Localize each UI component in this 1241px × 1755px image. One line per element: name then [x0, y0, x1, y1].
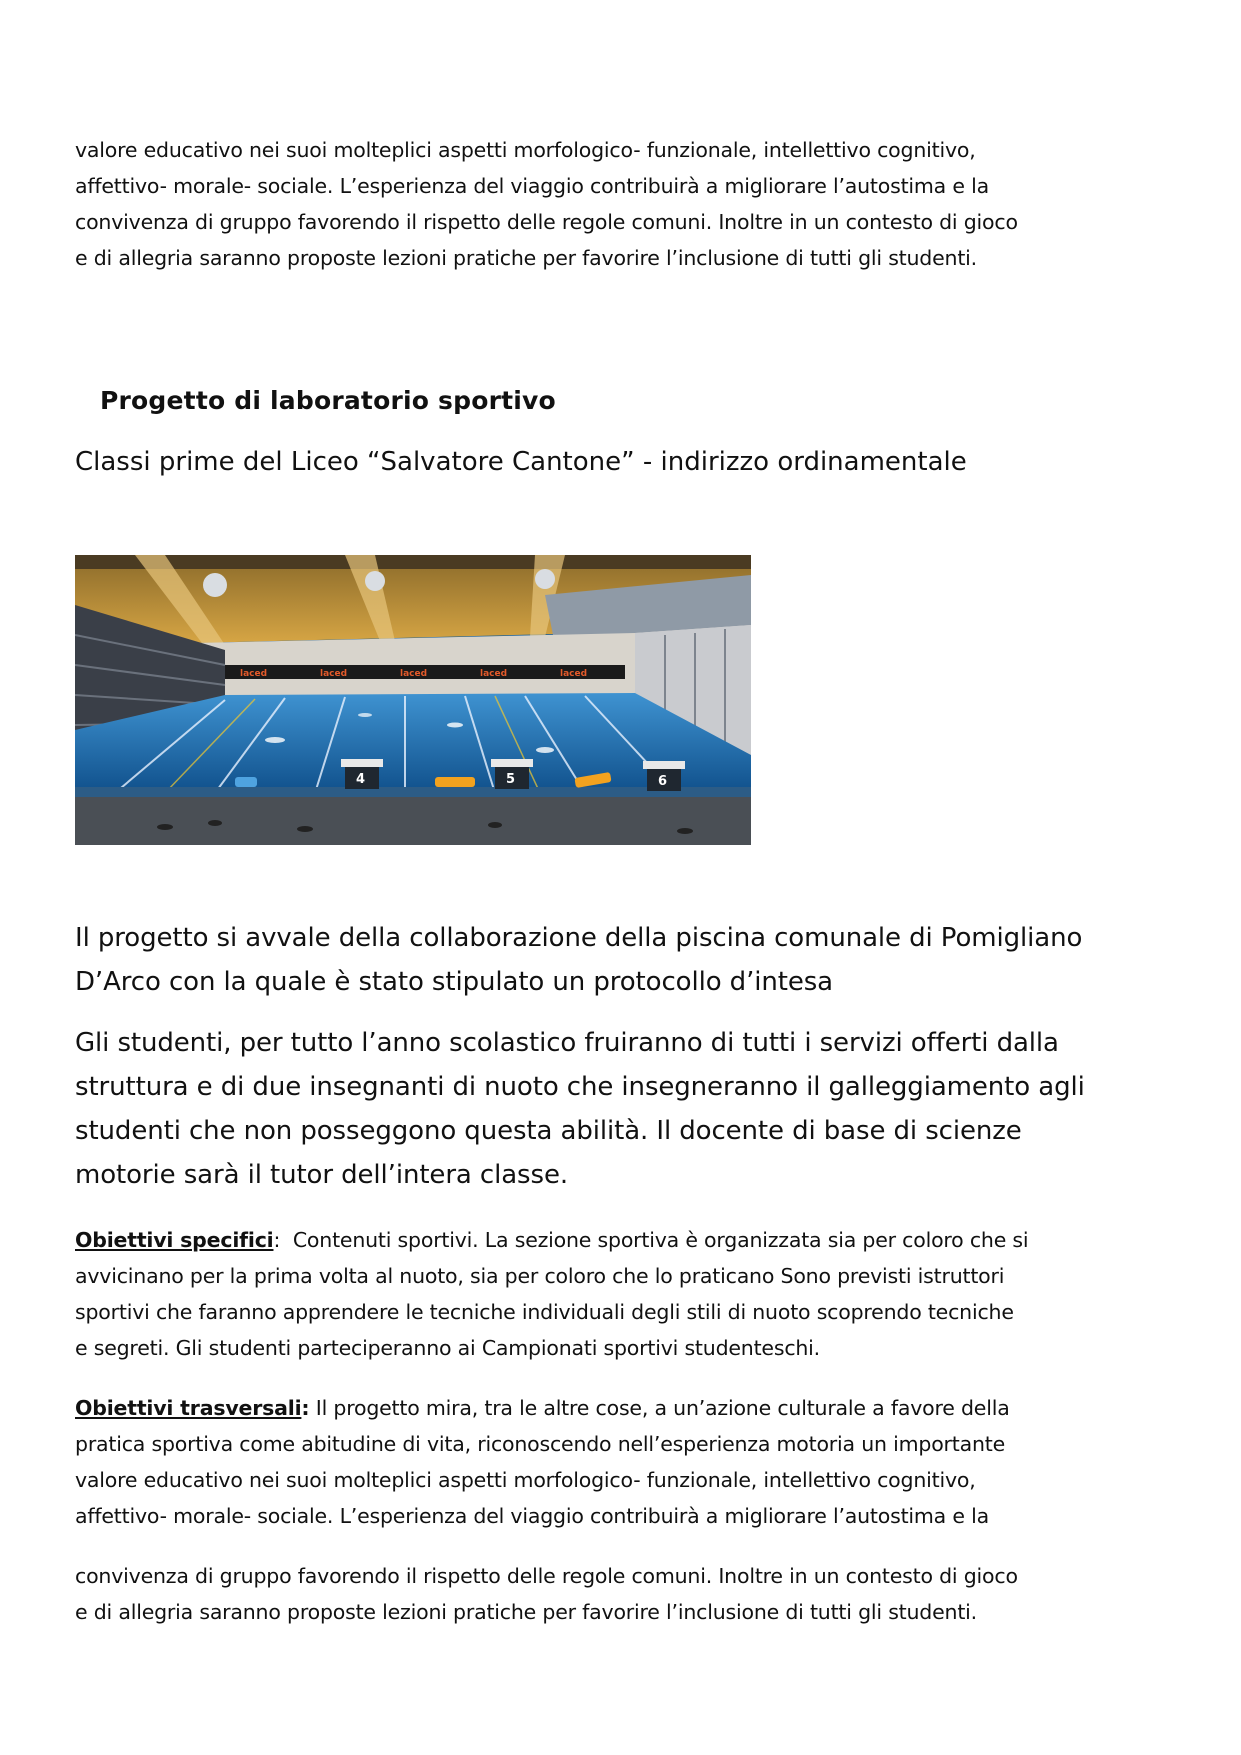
text-line: e di allegria saranno proposte lezioni pratiche per favorire l’inclusione di tutti gli studenti.	[75, 246, 977, 270]
section-subtitle: Classi prime del Liceo “Salvatore Cantone” - indirizzo ordinamentale	[75, 447, 967, 477]
text-line: struttura e di due insegnanti di nuoto che insegneranno il galleggiamento agli	[75, 1072, 1085, 1102]
text-line: sportivi che faranno apprendere le tecniche individuali degli stili di nuoto scoprendo tecniche	[75, 1300, 1014, 1324]
intro-paragraph	[75, 132, 1185, 276]
text-line: e di allegria saranno proposte lezioni pratiche per favorire l’inclusione di tutti gli studenti.	[75, 1600, 977, 1624]
svg-text:laced: laced	[400, 669, 428, 679]
text-line: convivenza di gruppo favorendo il rispetto delle regole comuni. Inoltre in un contesto di gioco	[75, 1564, 1018, 1588]
text-line: affettivo- morale- sociale. L’esperienza del viaggio contribuirà a migliorare l’autostima e la	[75, 174, 989, 198]
svg-text:laced: laced	[320, 669, 348, 679]
specific-objectives-label: Obiettivi specifici	[75, 1228, 274, 1252]
transversal-objectives-paragraph	[75, 1390, 1185, 1534]
section-title: Progetto di laboratorio sportivo	[100, 386, 556, 415]
svg-text:laced: laced	[560, 669, 588, 679]
text-line: affettivo- morale- sociale. L’esperienza del viaggio contribuirà a migliorare l’autostima e la	[75, 1504, 989, 1528]
students-paragraph	[75, 1021, 1185, 1197]
transversal-objectives-label: Obiettivi trasversali	[75, 1396, 302, 1420]
text-line: valore educativo nei suoi molteplici aspetti morfologico- funzionale, intellettivo cognitivo,	[75, 1468, 976, 1492]
text-line: Gli studenti, per tutto l’anno scolastico fruiranno di tutti i servizi offerti dalla	[75, 1028, 1059, 1058]
label-separator: :	[273, 1228, 281, 1252]
swimming-pool-photo	[75, 555, 751, 845]
text-line: D’Arco con la quale è stato stipulato un protocollo d’intesa	[75, 967, 834, 997]
text-line: studenti che non posseggono questa abilità. Il docente di base di scienze	[75, 1116, 1022, 1146]
text-line: e segreti. Gli studenti parteciperanno ai Campionati sportivi studenteschi.	[75, 1336, 820, 1360]
text-line: valore educativo nei suoi molteplici aspetti morfologico- funzionale, intellettivo cognitivo,	[75, 138, 976, 162]
lane-number: 6	[658, 774, 668, 789]
collaboration-paragraph	[75, 916, 1185, 1004]
text-line	[75, 1390, 1185, 1426]
first-line-text: Contenuti sportivi. La sezione sportiva è organizzata sia per coloro che si	[280, 1228, 1029, 1252]
text-line	[75, 1222, 1185, 1258]
svg-text:laced: laced	[480, 669, 508, 679]
closing-paragraph	[75, 1558, 1185, 1630]
label-separator: :	[301, 1396, 310, 1420]
text-line: avvicinano per la prima volta al nuoto, sia per coloro che lo praticano Sono previsti istruttori	[75, 1264, 1005, 1288]
text-line: convivenza di gruppo favorendo il rispetto delle regole comuni. Inoltre in un contesto di gioco	[75, 210, 1018, 234]
svg-text:laced: laced	[240, 669, 268, 679]
lane-number: 5	[506, 772, 516, 787]
lane-number: 4	[356, 772, 366, 787]
first-line-text: Il progetto mira, tra le altre cose, a un’azione culturale a favore della	[309, 1396, 1010, 1420]
text-line: pratica sportiva come abitudine di vita, riconoscendo nell’esperienza motoria un importante	[75, 1432, 1006, 1456]
text-line: Il progetto si avvale della collaborazione della piscina comunale di Pomigliano	[75, 923, 1083, 953]
specific-objectives-paragraph	[75, 1222, 1185, 1366]
text-line: motorie sarà il tutor dell’intera classe.	[75, 1160, 569, 1190]
